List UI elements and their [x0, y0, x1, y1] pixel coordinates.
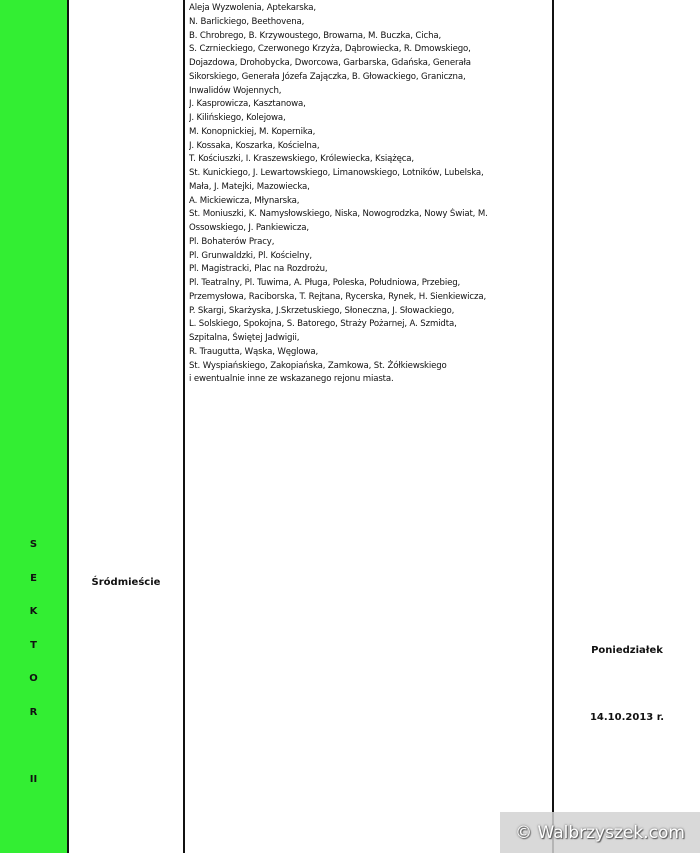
sector-letter: O	[29, 673, 38, 684]
street-line: S. Czrnieckiego, Czerwonego Krzyża, Dąbrowiecka, R. Dmowskiego,	[189, 44, 471, 55]
street-line: Pl. Bohaterów Pracy,	[189, 236, 275, 247]
street-line: J. Kasprowicza, Kasztanowa,	[189, 99, 306, 110]
date-column	[554, 0, 700, 853]
street-line: St. Wyspiańskiego, Zakopiańska, Zamkowa, St. Żółkiewskiego	[189, 360, 447, 371]
district-column	[69, 0, 185, 853]
street-line: Sikorskiego, Generała Józefa Zajączka, B. Głowackiego, Graniczna,	[189, 71, 466, 82]
street-line: St. Moniuszki, K. Namysłowskiego, Niska, Nowogrodzka, Nowy Świat, M.	[189, 209, 488, 220]
street-line: Inwalidów Wojennych,	[189, 85, 282, 96]
district-name: Śródmieście	[91, 577, 161, 588]
collection-day: Poniedziałek	[591, 645, 663, 656]
street-line: Pl. Grunwaldzki, Pl. Kościelny,	[189, 250, 312, 261]
streets-column	[185, 0, 554, 853]
street-line: Przemysłowa, Raciborska, T. Rejtana, Rycerska, Rynek, H. Sienkiewicza,	[189, 291, 487, 302]
street-line: L. Solskiego, Spokojna, S. Batorego, Straży Pożarnej, A. Szmidta,	[189, 319, 457, 330]
street-line: Pl. Magistracki, Plac na Rozdrożu,	[189, 264, 328, 275]
street-line: Mała, J. Matejki, Mazowiecka,	[189, 181, 310, 192]
sector-letter: T	[30, 639, 37, 651]
sector-column	[0, 0, 69, 853]
street-line: Szpitalna, Świętej Jadwigii,	[189, 333, 300, 343]
street-line: A. Mickiewicza, Młynarska,	[189, 195, 300, 206]
sector-letter: R	[29, 706, 38, 718]
collection-date: 14.10.2013 r.	[589, 712, 665, 723]
street-line: Dojazdowa, Drohobycka, Dworcowa, Garbarska, Gdańska, Generała	[189, 58, 471, 68]
street-line: Aleja Wyzwolenia, Aptekarska,	[189, 3, 316, 13]
street-line: St. Kunickiego, J. Lewartowskiego, Limanowskiego, Lotników, Lubelska,	[189, 168, 484, 178]
street-line: R. Traugutta, Wąska, Węglowa,	[189, 346, 319, 357]
street-line: M. Konopnickiej, M. Kopernika,	[189, 126, 316, 137]
street-line: B. Chrobrego, B. Krzywoustego, Browarna, M. Buczka, Cicha,	[189, 30, 442, 41]
street-line: T. Kościuszki, I. Kraszewskiego, Królewiecka, Książęca,	[189, 154, 414, 165]
sector-letter: E	[30, 572, 37, 584]
street-line: J. Kossaka, Koszarka, Kościelna,	[189, 140, 320, 151]
sector-letter: S	[29, 539, 38, 550]
street-line: J. Kilińskiego, Kolejowa,	[189, 113, 286, 123]
sector-letter: K	[29, 606, 38, 617]
street-line: Pl. Teatralny, Pl. Tuwima, A. Pługa, Poleska, Południowa, Przebieg,	[189, 278, 461, 288]
street-line: Ossowskiego, J. Pankiewicza,	[189, 223, 309, 233]
sector-number: II	[29, 773, 38, 785]
street-line: N. Barlickiego, Beethovena,	[189, 16, 305, 27]
street-list	[189, 2, 549, 387]
street-line: i ewentualnie inne ze wskazanego rejonu miasta.	[189, 374, 394, 385]
street-line: P. Skargi, Skarżyska, J.Skrzetuskiego, Słoneczna, J. Słowackiego,	[189, 305, 455, 316]
sector-label	[0, 528, 67, 796]
watermark: © Walbrzyszek.com	[500, 812, 700, 853]
